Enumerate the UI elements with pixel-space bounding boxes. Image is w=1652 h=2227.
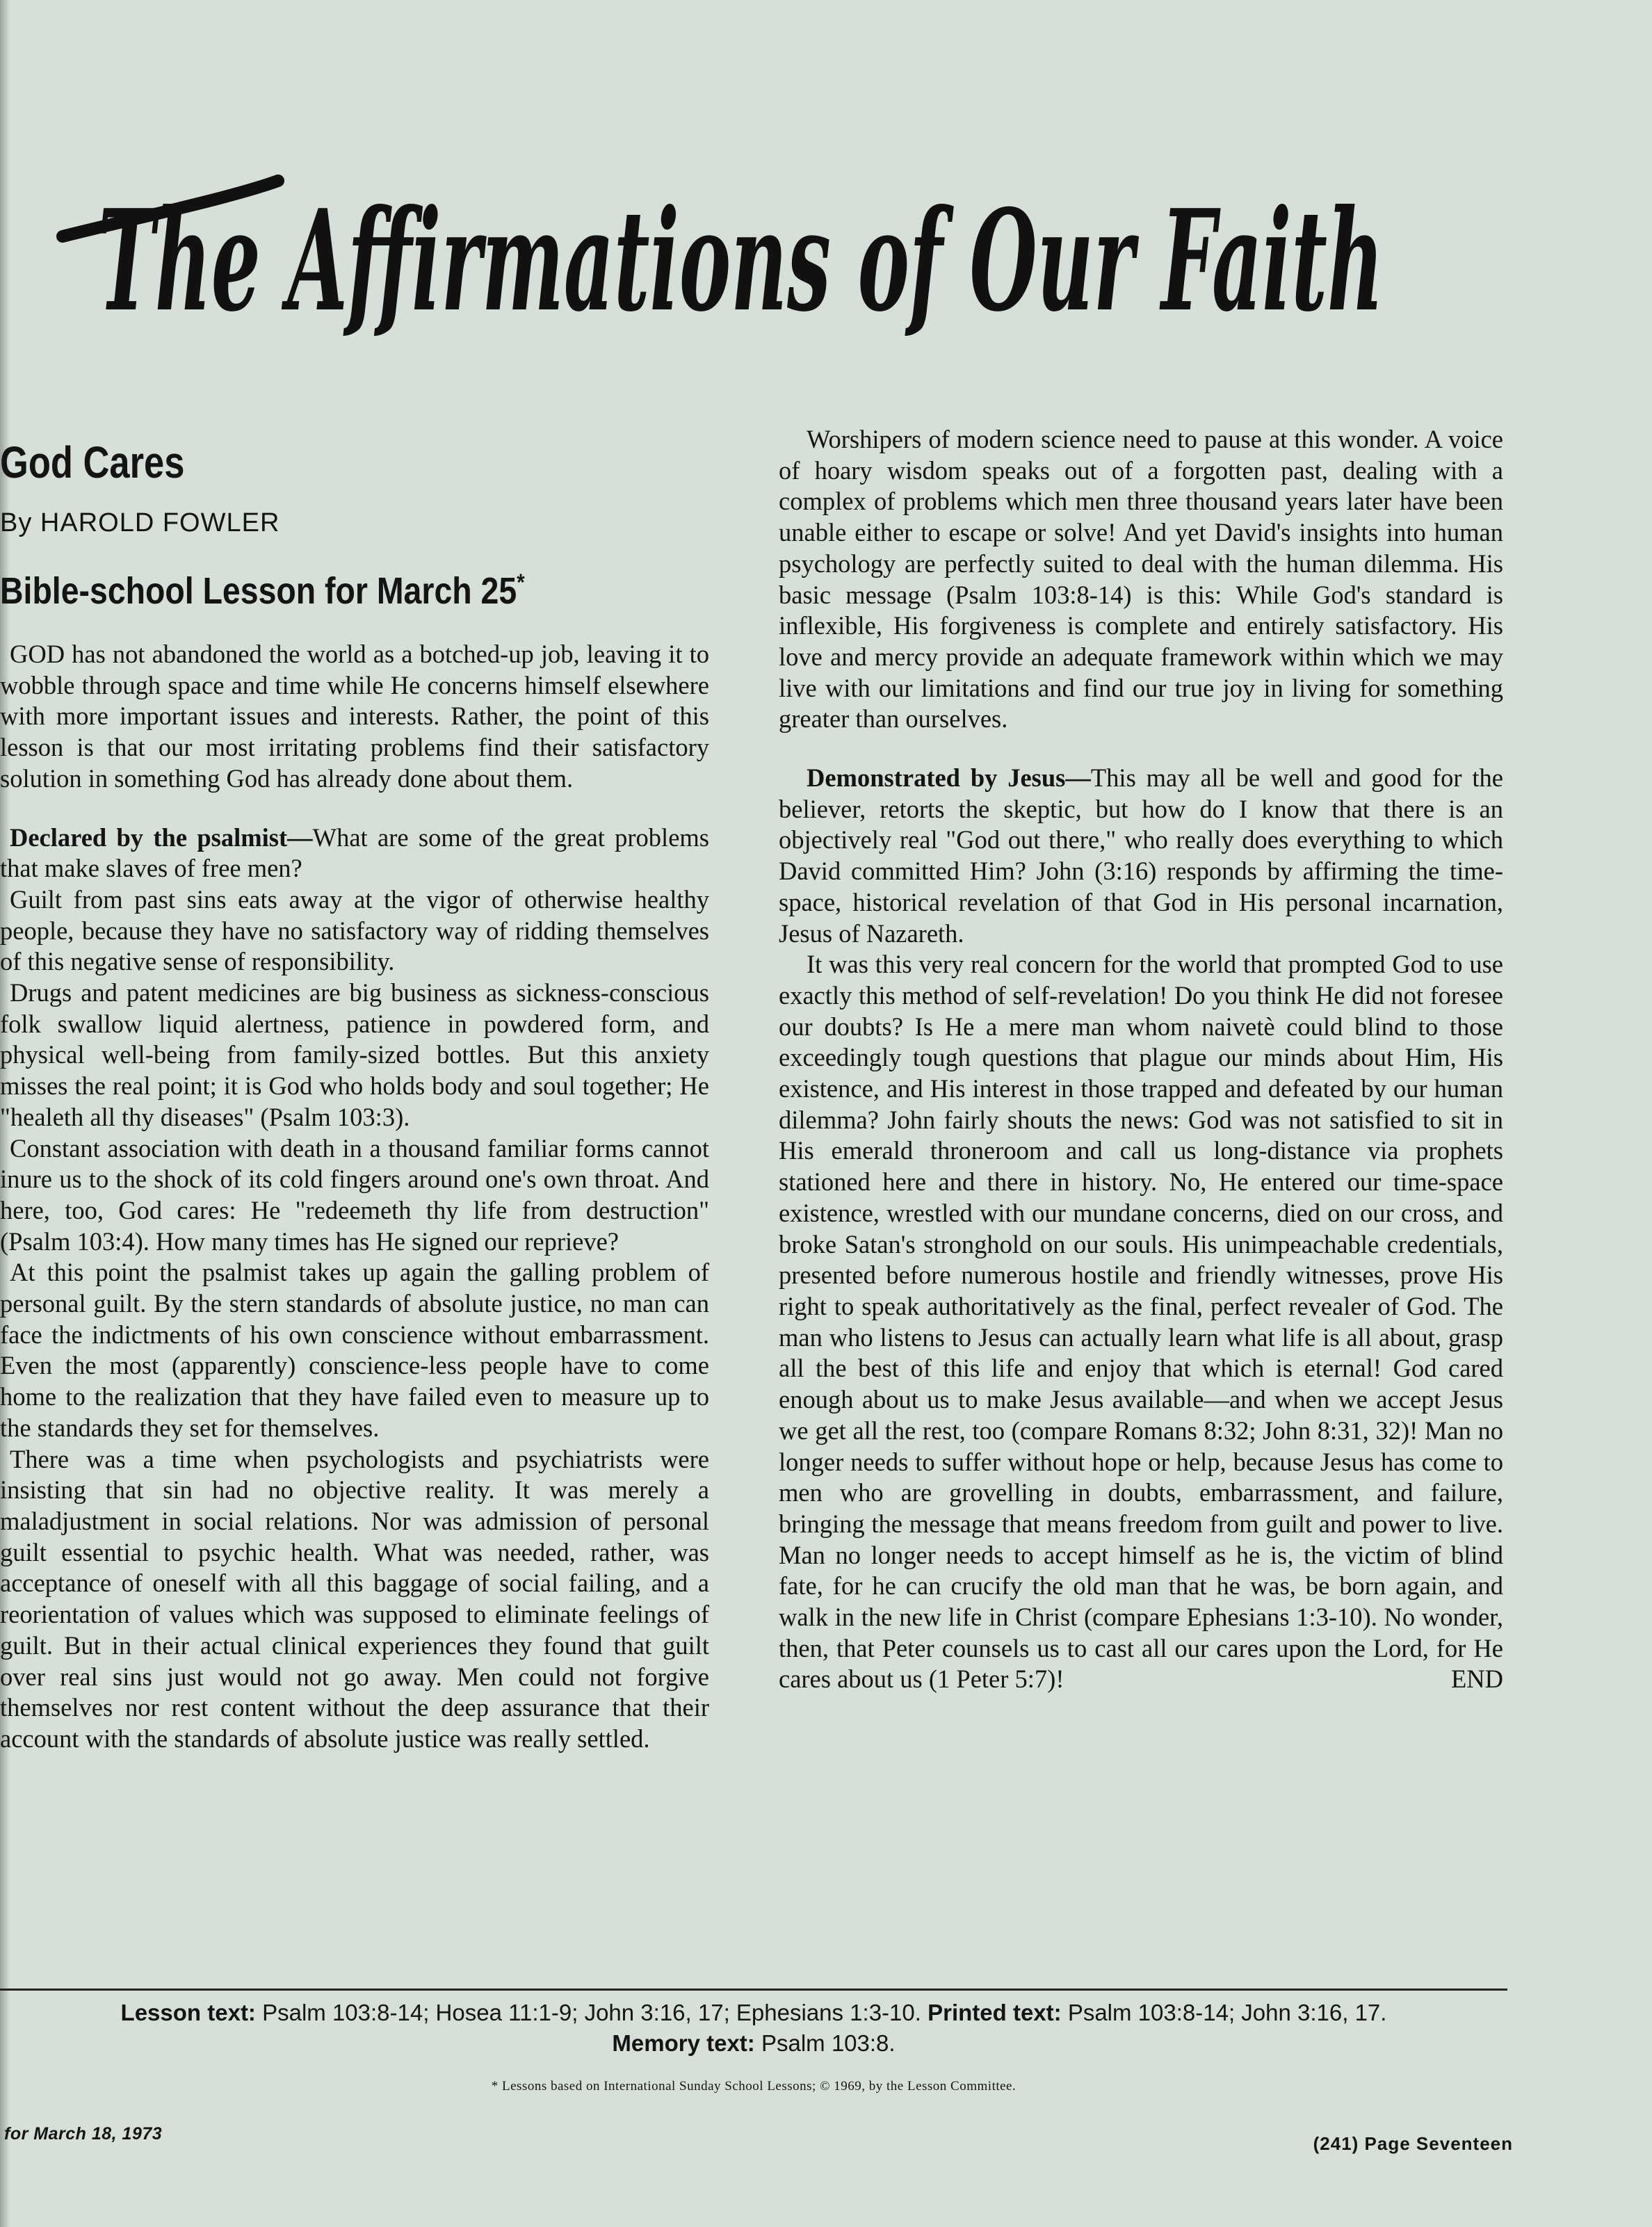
printed-text-value: Psalm 103:8-14; John 3:16, 17.: [1067, 2000, 1387, 2025]
lesson-subhead-text: Bible-school Lesson for March 25: [0, 570, 517, 612]
lesson-text-value: Psalm 103:8-14; Hosea 11:1-9; John 3:16, 17; Ephesians 1:3-10.: [262, 2000, 921, 2025]
page-number: (241) Page Seventeen: [1313, 2133, 1513, 2154]
right-column-body: [779, 424, 1503, 1695]
paragraph: [0, 639, 709, 795]
footnote-marker: *: [517, 569, 525, 596]
paragraph: [0, 884, 709, 978]
paragraph-text: Guilt from past sins eats away at the vigor of otherwise healthy people, because they have no satisfactory way of ridding themselves of this negative sense of responsibility.: [0, 884, 709, 976]
masthead: [49, 132, 1432, 403]
paragraph-text: Drugs and patent medicines are big business as sickness-conscious folk swallow liquid alertness, patience in powdered form, and physical well-being from family-sized bottles. But this anxiety misses the real point; it is God who holds body and soul together; He "healeth all thy diseases" (Psalm 103:3).: [0, 978, 709, 1131]
left-column: [0, 424, 709, 1755]
paragraph: [0, 1257, 709, 1443]
paragraph: [779, 763, 1503, 949]
paragraph-text: What are some of the great problems that make slaves of free men?: [0, 823, 709, 883]
printed-text-label: Printed text:: [928, 2000, 1062, 2025]
paragraph-text: It was this very real concern for the world that prompted God to use exactly this method of self-revelation! Do you think He did not foresee our doubts? Is He a mere man whom naivetè could blind to those exceedingly tough questions that plague our minds about Him, His existence, and His interest in those trapped and defeated by our human dilemma? John fairly shouts the news: God was not satisfied to sit in His emerald throneroom and call us long-distance via prophets stationed here and there in history. No, He entered our time-space existence, wrestled with our mundane concerns, died on our cross, and broke Satan's stronghold on our souls. His unimpeachable credentials, presented before numerous hostile and friendly witnesses, prove His right to speak authoritatively as the final, perfect revealer of God. The man who listens to Jesus can actually learn what life is all about, grasp all the best of this life and enjoy that which is eternal! God cared enough about us to make Jesus available—and when we accept Jesus we get all the rest, too (compare Romans 8:32; John 8:31, 32)! Man no longer needs to suffer without hope or help, because Jesus has come to men who are grovelling in doubts, embarrassment, and failure, bringing the message that means freedom from guilt and power to live. Man no longer needs to accept himself as he is, the victim of blind fate, for he can crucify the old man that he was, be born again, and walk in the new life in Christ (compare Ephesians 1:3-10). No wonder, then, that Peter counsels us to cast all our cares upon the Lord, for He cares about us (1 Peter 5:7)!: [779, 950, 1503, 1694]
end-mark: END: [1450, 1665, 1503, 1694]
paragraph: [0, 1133, 709, 1258]
right-column: [779, 424, 1503, 1695]
byline: [0, 504, 709, 542]
byline-prefix: By: [0, 508, 33, 537]
copyright-footnote: * Lessons based on International Sunday School Lessons; © 1969, by the Lesson Committee.: [491, 2079, 1017, 2094]
memory-text-label: Memory text:: [612, 2030, 755, 2056]
paragraph: [0, 1444, 709, 1755]
paragraph-text: At this point the psalmist takes up again the galling problem of personal guilt. By the stern standards of absolute justice, no man can face the indictments of his own conscience without embarrassment. Even the most (apparently) conscience-less people have to come home to the realization that they have failed even to measure up to the standards they set for themselves.: [0, 1258, 709, 1442]
masthead-title-text: The Affirmations of Our Faith: [97, 179, 1384, 343]
lesson-title: God Cares: [0, 437, 185, 487]
left-column-body: [0, 639, 709, 1755]
paragraph-text: Constant association with death in a thousand familiar forms cannot inure us to the shock of its cold fingers around one's own throat. And here, too, God cares: He "redeemeth thy life from destruction" (Psalm 103:4). How many times has He signed our reprieve?: [0, 1133, 709, 1256]
issue-date: for March 18, 1973: [4, 2124, 163, 2144]
lesson-references-line-2: [0, 2028, 1507, 2059]
footer-divider: [0, 1989, 1507, 1991]
lesson-references: [0, 1998, 1507, 2059]
paragraph-text: There was a time when psychologists and psychiatrists were insisting that sin had no objective reality. It was merely a maladjustment in social relations. Nor was admission of personal guilt essential to psychic health. What was needed, rather, was acceptance of oneself with all this baggage of social failing, and a reorientation of values which was supposed to eliminate feelings of guilt. But in their actual clinical experiences they found that guilt over real sins just would not go away. Men could not forgive themselves nor rest content without the deep assurance that their account with the standards of absolute justice was really settled.: [0, 1444, 709, 1753]
section-heading: Declared by the psalmist—: [10, 823, 313, 852]
paragraph-text: GOD has not abandoned the world as a botched-up job, leaving it to wobble through space and time while He concerns himself elsewhere with more important issues and interests. Rather, the point of this lesson is that our most irritating problems find their satisfactory solution in something God has already done about them.: [0, 640, 709, 793]
paragraph: [779, 949, 1503, 1695]
author-name: HAROLD FOWLER: [40, 508, 280, 537]
memory-text-value: Psalm 103:8.: [761, 2030, 896, 2056]
paragraph: [779, 424, 1503, 735]
lesson-subhead: [0, 558, 610, 615]
paragraph: [0, 978, 709, 1133]
section-heading: Demonstrated by Jesus—: [807, 763, 1091, 793]
paragraph: [0, 823, 709, 884]
paragraph-text: Worshipers of modern science need to pause at this wonder. A voice of hoary wisdom speaks out of a forgotten past, dealing with a complex of problems which men three thousand years later have been unable either to escape or solve! And yet David's insights into human psychology are perfectly suited to deal with the human dilemma. His basic message (Psalm 103:8-14) is this: While God's standard is inflexible, His forgiveness is complete and entirely satisfactory. His love and mercy provide an adequate framework within which we may live with our limitations and find our true joy in living for something greater than ourselves.: [779, 425, 1503, 734]
lesson-references-line-1: [0, 1998, 1507, 2028]
lesson-text-label: Lesson text:: [120, 2000, 256, 2025]
masthead-script-title: [49, 132, 1432, 403]
paragraph-text: This may all be well and good for the believer, retorts the skeptic, but how do I know that there is an objectively real "God out there," who really does everything to which David committed Him? John (3:16) responds by affirming the time-space, historical revelation of that God in His personal incarnation, Jesus of Nazareth.: [779, 763, 1504, 948]
